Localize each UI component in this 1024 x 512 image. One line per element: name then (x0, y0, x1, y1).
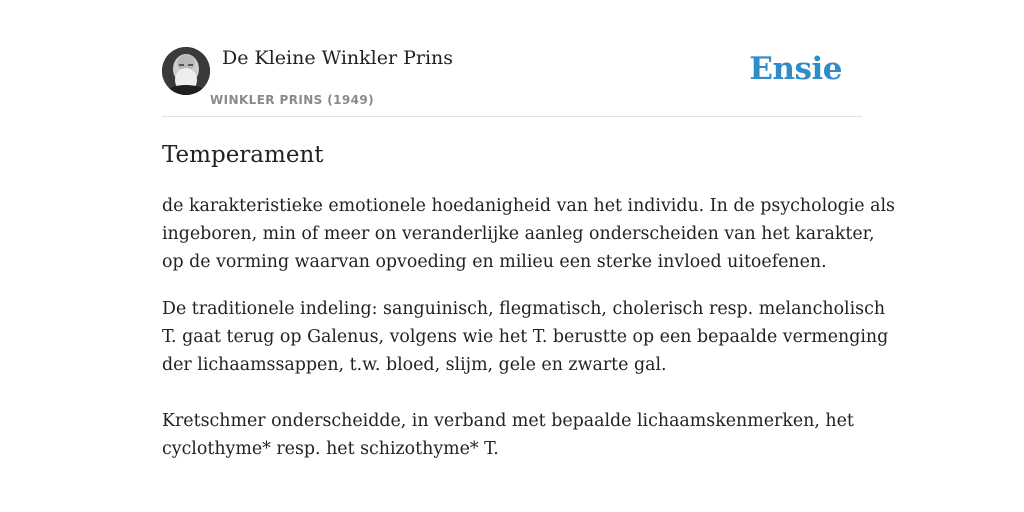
header (162, 0, 862, 117)
paragraph-line: der lichaamssappen, t.w. bloed, slijm, gele en zwarte gal. (162, 355, 667, 375)
brand-logo[interactable]: Ensie (749, 51, 842, 87)
article-paragraph (162, 192, 895, 276)
paragraph-line: op de vorming waarvan opvoeding en milieu een sterke invloed uitoefenen. (162, 252, 827, 272)
paragraph-line: T. gaat terug op Galenus, volgens wie het T. berustte op een bepaalde vermenging (162, 327, 889, 347)
article-paragraph (162, 295, 889, 379)
publication-title[interactable]: De Kleine Winkler Prins (222, 47, 454, 69)
publication-source: WINKLER PRINS (1949) (210, 93, 375, 107)
page (162, 0, 895, 459)
paragraph-line: Kretschmer onderscheidde, in verband met bepaalde lichaamskenmerken, het (162, 411, 854, 431)
article-title: Temperament (162, 142, 324, 168)
article-paragraph (162, 407, 872, 463)
author-portrait-icon[interactable] (162, 47, 210, 95)
paragraph-line: De traditionele indeling: sanguinisch, flegmatisch, cholerisch resp. melancholisch (162, 299, 886, 319)
paragraph-line: de karakteristieke emotionele hoedanigheid van het individu. In de psychologie als (162, 196, 895, 216)
paragraph-line: ingeboren, min of meer on veranderlijke aanleg onderscheiden van het karakter, (162, 224, 875, 244)
paragraph-line: cyclothyme* resp. het schizothyme* T. (162, 439, 499, 459)
